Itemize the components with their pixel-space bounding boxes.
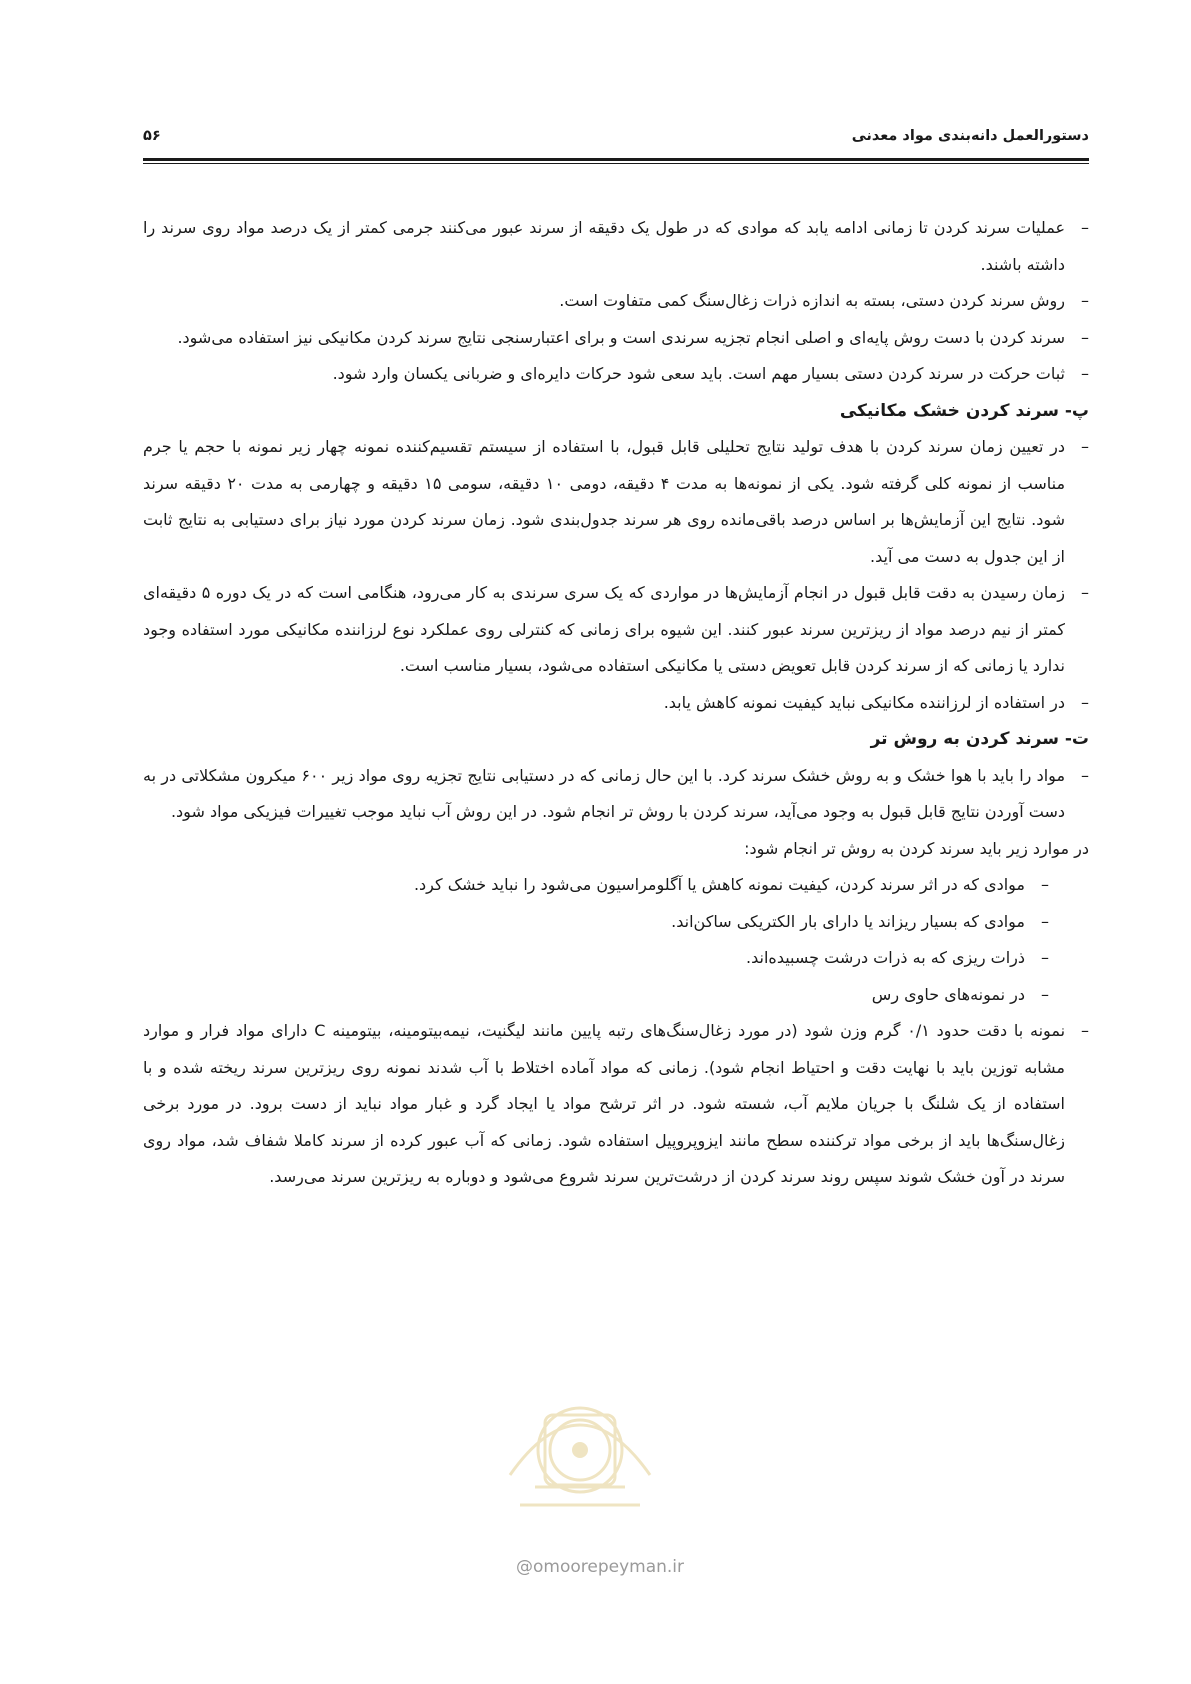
dash-bullet: –	[1081, 364, 1089, 383]
dash-bullet: –	[1081, 1021, 1089, 1040]
item-text: روش سرند کردن دستی، بسته به اندازه ذرات زغال‌سنگ کمی متفاوت است.	[559, 291, 1065, 310]
dash-bullet: –	[1041, 875, 1049, 894]
list-item	[143, 758, 1089, 831]
item-text: در استفاده از لرزاننده مکانیکی نباید کیفیت نمونه کاهش یابد.	[663, 692, 1065, 712]
list-item	[143, 1013, 1089, 1196]
dash-bullet: –	[1081, 765, 1089, 785]
sub-list-item	[143, 977, 1049, 1014]
dash-bullet: –	[1041, 911, 1049, 931]
list-item	[143, 429, 1089, 575]
sub-list-item	[143, 940, 1049, 977]
section-heading-t: ت- سرند کردن به روش تر	[870, 729, 1089, 749]
item-text: ثبات حرکت در سرند کردن دستی بسیار مهم است. باید سعی شود حرکات دایره‌ای و ضربانی یکسان وارد شود.	[332, 364, 1065, 383]
item-text: موادی که در اثر سرند کردن، کیفیت نمونه کاهش یا آگلومراسیون می‌شود را نباید خشک کرد.	[413, 875, 1025, 894]
page-number: ۵۶	[143, 128, 161, 144]
item-text: مواد را باید با هوا خشک و به روش خشک سرند کرد. با این حال زمانی که در دستیابی نتایج تجزیه روی مواد زیر ۶۰۰ میکرون مشکلاتی در به دست آوردن نتایج قابل قبول به وجود می‌آید، سرند کردن با روش تر انجام شود. در این روش آب نباید موجب تغییرات فیزیکی مواد شود.	[143, 765, 1066, 821]
dash-bullet: –	[1041, 984, 1049, 1004]
running-title: دستورالعمل دانه‌بندی مواد معدنی	[851, 128, 1089, 144]
dash-bullet: –	[1081, 437, 1089, 456]
item-text: ذرات ریزی که به ذرات درشت چسبیده‌اند.	[746, 948, 1025, 967]
header-rule-thick	[143, 158, 1089, 161]
sub-list-item	[143, 904, 1049, 941]
watermark-url: @omoorepeyman.ir	[515, 1557, 685, 1577]
list-item	[143, 575, 1089, 685]
item-text: در نمونه‌های حاوی رس	[871, 984, 1025, 1004]
list-item	[143, 356, 1089, 393]
body-text	[143, 210, 1089, 1196]
intro-paragraph: در موارد زیر باید سرند کردن به روش تر انجام شود:	[744, 838, 1089, 858]
page-header	[143, 128, 1089, 152]
item-text: عملیات سرند کردن تا زمانی ادامه یابد که موادی که در طول یک دقیقه از سرند عبور می‌کنند جرمی کمتر از یک درصد مواد روی سرند را داشته باشند.	[143, 218, 1065, 274]
item-text: نمونه با دقت حدود ۰/۱ گرم وزن شود (در مورد زغال‌سنگ‌های رتبه پایین مانند لیگنیت، نیمه‌بیتومینه، بیتومینه C دارای مواد فرار و موارد مشابه توزین باید با نهایت دقت و احتیاط انجام شود). زمانی که مواد آماده اختلاط با آب شدند نمونه روی ریزترین سرند ریخته شده و با استفاده از یک شلنگ با جریان ملایم آب، شسته شود. در اثر ترشح مواد یا ایجاد گرد و غبار مواد نباید از دست برود. در مورد برخی زغال‌سنگ‌ها باید از برخی مواد ترکننده سطح مانند ایزوپروپیل استفاده شود. زمانی که آب عبور کرده از سرند کاملا شفاف شد، مواد روی سرند در آون خشک شوند سپس روند سرند کردن از درشت‌ترین سرند شروع می‌شود و دوباره به ریزترین سرند می‌رسد.	[143, 1021, 1066, 1186]
list-item	[143, 685, 1089, 722]
item-text: در تعیین زمان سرند کردن با هدف تولید نتایج تحلیلی قابل قبول، با استفاده از سیستم تقسیم‌کننده نمونه چهار زیر نمونه با حجم یا جرم مناسب از نمونه کلی گرفته شود. یکی از نمونه‌ها به مدت ۴ دقیقه، دومی ۱۰ دقیقه، سومی ۱۵ دقیقه و چهارمی به مدت ۲۰ دقیقه سرند شود. نتایج این آزمایش‌ها بر اساس درصد باقی‌مانده روی هر سرند جدول‌بندی شود. زمان سرند کردن مورد نیاز برای دستیابی به نتایج ثابت از این جدول به دست می آید.	[143, 437, 1066, 566]
item-text: سرند کردن با دست روش پایه‌ای و اصلی انجام تجزیه سرندی است و برای اعتبارسنجی نتایج سرند کردن مکانیکی نیز استفاده می‌شود.	[177, 327, 1065, 347]
dash-bullet: –	[1081, 327, 1089, 347]
list-item	[143, 320, 1089, 357]
dash-bullet: –	[1081, 692, 1089, 712]
dash-bullet: –	[1081, 218, 1089, 237]
item-text: زمان رسیدن به دقت قابل قبول در انجام آزمایش‌ها در مواردی که یک سری سرندی به کار می‌رود، هنگامی است که در یک دوره ۵ دقیقه‌ای کمتر از نیم درصد مواد از ریزترین سرند عبور کنند. این شیوه برای زمانی که کنترلی روی عملکرد نوع لرزاننده مکانیکی مورد استفاده وجود ندارد یا زمانی که از سرند کردن قابل تعویض دستی یا مکانیکی استفاده می‌شود، بسیار مناسب است.	[143, 583, 1066, 675]
list-item	[143, 283, 1089, 320]
dash-bullet: –	[1081, 291, 1089, 310]
header-rule-thin	[143, 163, 1089, 164]
dash-bullet: –	[1041, 948, 1049, 967]
item-text: موادی که بسیار ریزاند یا دارای بار الکتریکی ساکن‌اند.	[671, 911, 1025, 931]
sub-list-item	[143, 867, 1049, 904]
list-item	[143, 210, 1089, 283]
section-heading-p: پ- سرند کردن خشک مکانیکی	[839, 400, 1089, 421]
watermark-logo-icon	[480, 1355, 680, 1535]
dash-bullet: –	[1081, 583, 1089, 602]
